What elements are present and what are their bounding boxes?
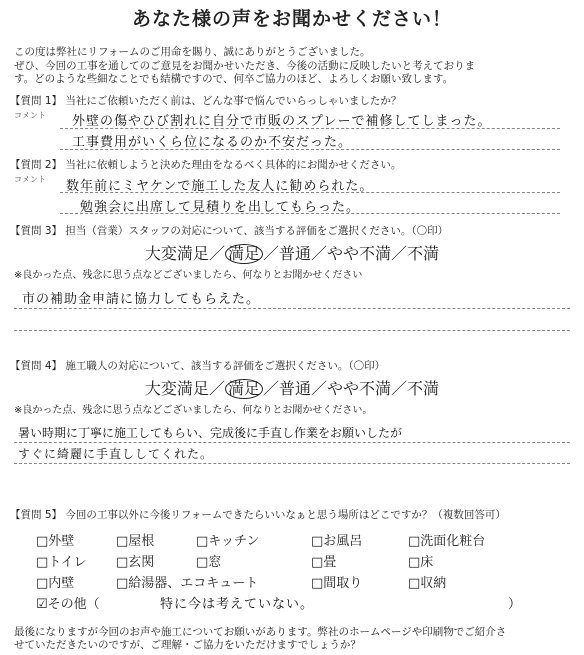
- question-5: 【質問 5】 今回の工事以外に今後リフォームできたらいいなぁと思う場所はどこですか？（複数回答可）: [10, 509, 506, 521]
- answer-line-rule: [60, 213, 560, 214]
- checkbox-tatami[interactable]: □畳: [311, 555, 337, 570]
- answer-4-line-2: すぐに綺麗に手直ししてくれた。: [18, 447, 214, 461]
- checkbox-entrance[interactable]: □玄関: [116, 555, 155, 570]
- question-4: 【質問 4】 施工職人の対応について、該当する評価をご選択ください。（〇印）: [10, 360, 386, 372]
- rating-option[interactable]: 大変満足: [144, 244, 209, 263]
- rating-option-selected[interactable]: 満足: [225, 379, 263, 399]
- answer-line-rule: [14, 330, 570, 331]
- intro-line: ぜひ、今回の工事を通してのご意見をお聞かせいただき、今後の活動に反映したいと考えておりま: [14, 59, 476, 72]
- q3-note: ※良かった点、残念に思う点などございましたら、何なりとお聞かせください: [14, 270, 363, 281]
- checkbox-vanity[interactable]: □洗面化粧台: [408, 534, 486, 549]
- footer-text: [14, 626, 574, 652]
- rating-option[interactable]: 大変満足: [144, 379, 209, 398]
- rating-option[interactable]: やや不満: [327, 379, 392, 398]
- intro-line: この度は弊社にリフォームのご用命を賜り、誠にありがとうございました。: [14, 46, 371, 58]
- rating-option[interactable]: 不満: [407, 244, 440, 263]
- answer-4-line-1: 暑い時期に丁寧に施工してもらい、完成後に手直し作業をお願いしたが: [18, 426, 403, 440]
- answer-2-line-1: 数年前にミヤケンで施工した友人に勧められた。: [66, 179, 374, 194]
- rating-option[interactable]: 不満: [407, 379, 440, 398]
- answer-3-line-1: 市の補助金申請に協力してもらえた。: [22, 292, 261, 307]
- other-close-paren: ）: [508, 597, 522, 612]
- q4-note: ※良かった点、残念に思う点などございましたら、何なりとお聞かせください。: [14, 405, 373, 416]
- rating-option[interactable]: 普通: [278, 244, 311, 263]
- rating-q4: 大変満足／ 満足 ／普通／やや不満／不満: [144, 379, 440, 398]
- answer-line-rule: [14, 308, 570, 309]
- answer-1-line-1: 外壁の傷やひび割れに自分で市販のスプレーで補修してしまった。: [72, 114, 492, 129]
- comment-label: コメント: [14, 175, 46, 184]
- footer-line: せていただきたいのですが、ご理解・ご協力をいただけますでしょうか？: [14, 639, 361, 651]
- answer-line-rule: [60, 149, 560, 150]
- checkbox-layout[interactable]: □間取り: [311, 576, 363, 591]
- checkbox-roof[interactable]: □屋根: [116, 534, 155, 549]
- footer-line: 最後になりますが今回のお声や施工についてお願いがあります。弊社のホームページや印刷物でご紹介さ: [14, 626, 507, 638]
- checkbox-bath[interactable]: □お風呂: [311, 534, 363, 549]
- checkbox-water-heater[interactable]: □給湯器、エコキュート: [116, 576, 259, 591]
- page-title: あなた様の声をお聞かせください！: [131, 8, 452, 30]
- checkbox-window[interactable]: □窓: [196, 555, 222, 570]
- answer-1-line-2: 工事費用がいくら位になるのか不安だった。: [72, 135, 353, 150]
- rating-q3: 大変満足／ 満足 ／普通／やや不満／不満: [144, 244, 440, 263]
- intro-text: [14, 46, 574, 87]
- answer-line-rule: [14, 442, 570, 443]
- rating-option[interactable]: やや不満: [327, 244, 392, 263]
- checkbox-toilet[interactable]: □トイレ: [36, 555, 87, 570]
- checkbox-interior-wall[interactable]: □内壁: [36, 576, 75, 591]
- intro-line: す。どのような些細なことでも結構ですので、何卒ご協力のほど、よろしくお願い致します。: [14, 73, 454, 85]
- other-answer: 特に今は考えていない。: [160, 597, 315, 612]
- rating-option-selected[interactable]: 満足: [225, 244, 263, 264]
- answer-line-rule: [14, 463, 570, 464]
- answer-2-line-2: 勉強会に出席して見積りを出してもらった。: [80, 200, 361, 215]
- checkbox-kitchen[interactable]: □キッチン: [196, 534, 260, 549]
- checkbox-other-checked[interactable]: ☑その他（: [36, 597, 100, 612]
- question-3: 【質問 3】 担当（営業）スタッフの対応について、該当する評価をご選択ください。（〇印）: [10, 225, 449, 237]
- answer-line-rule: [60, 128, 560, 129]
- checkbox-exterior-wall[interactable]: □外壁: [36, 534, 75, 549]
- question-2: 【質問 2】 当社に依頼しようと決めた理由をなるべく具体的にお聞かせください。: [10, 159, 402, 171]
- question-1: 【質問 1】 当社にご依頼いただく前は、どんな事で悩んでいらっしゃいましたか？: [10, 95, 402, 107]
- rating-option[interactable]: 普通: [278, 379, 311, 398]
- checkbox-storage[interactable]: □収納: [408, 576, 447, 591]
- answer-line-rule: [60, 192, 560, 193]
- comment-label: コメント: [14, 111, 46, 120]
- checkbox-floor[interactable]: □床: [408, 555, 434, 570]
